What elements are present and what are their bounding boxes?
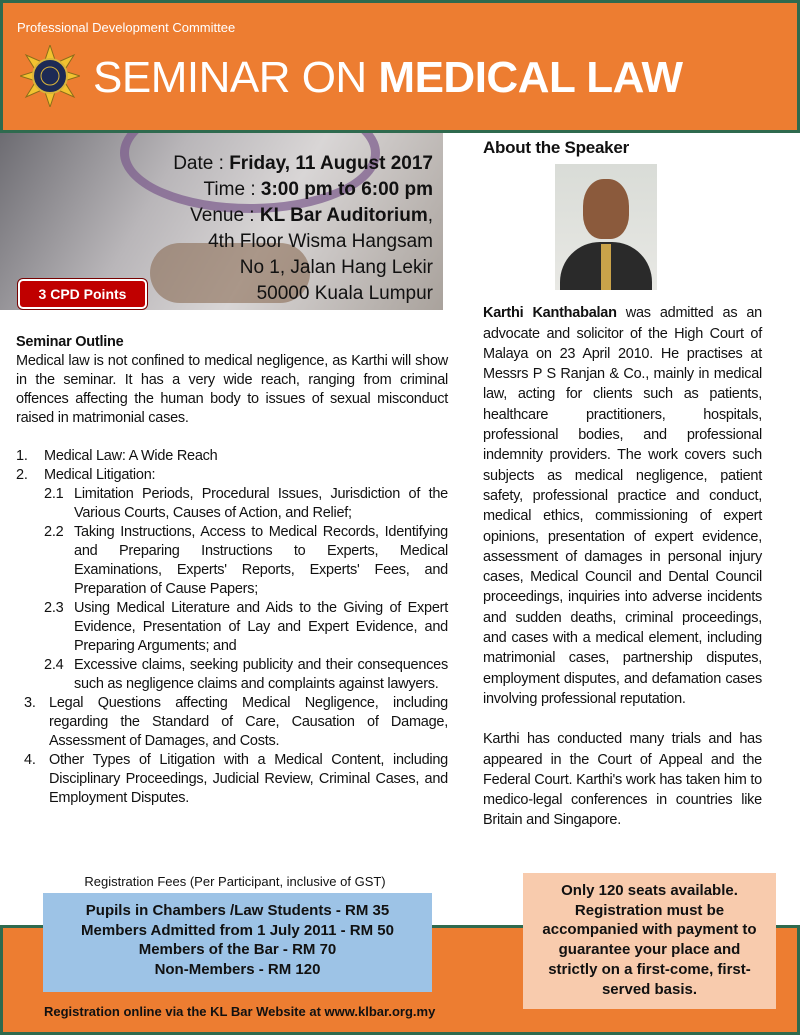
speaker-section <box>483 138 762 831</box>
event-details: Date : Friday, 11 August 2017 Time : 3:00 pm to 6:00 pm Venue : KL Bar Auditorium, 4th Floor Wisma Hangsam No 1, Jalan Hang Lekir 50000 Kuala Lumpur <box>173 153 433 304</box>
outline-heading: Seminar Outline <box>16 334 124 350</box>
list-subitem: 2.1 Limitation Periods, Procedural Issues, Jurisdiction of the Various Courts, Causes of Action, and Relief; <box>44 486 448 521</box>
hero-image <box>0 133 443 310</box>
seats-notice: Only 120 seats available. Registration must be accompanied with payment to guarantee your place and strictly on a first-come, first-served basis. <box>523 873 776 1009</box>
list-subitem: 2.4 Excessive claims, seeking publicity and their consequences such as negligence claims and complaints against lawyers. <box>44 657 448 692</box>
cpd-badge: 3 CPD Points <box>18 279 147 309</box>
list-subitem: 2.2 Taking Instructions, Access to Medical Records, Identifying and Preparing Instructions to Experts, Medical Examinations, Experts' Reports, Experts' Fees, and Preparation of Cause Papers; <box>44 524 448 597</box>
list-item: 2. Medical Litigation: <box>16 467 156 483</box>
header-banner <box>0 0 800 133</box>
fees-box: Pupils in Chambers /Law Students - RM 35 Members Admitted from 1 July 2011 - RM 50 Members of the Bar - RM 70 Non-Members - RM 120 <box>43 893 432 992</box>
speaker-photo <box>555 164 657 290</box>
outline-intro: Medical law is not confined to medical negligence, as Karthi will show in the seminar. It has a very wide reach, ranging from criminal offences affecting the human body to issues of sexual misconduct raised in matrimonial cases. <box>16 353 448 426</box>
list-item: 4. Other Types of Litigation with a Medical Content, including Disciplinary Proceedings, Judicial Review, Criminal Cases, and Employment Disputes. <box>24 752 448 806</box>
list-item: 3. Legal Questions affecting Medical Negligence, including regarding the Standard of Care, Causation of Damage, Assessment of Damages, and Costs. <box>24 695 448 749</box>
speaker-heading: About the Speaker <box>483 138 629 157</box>
speaker-bio: Karthi Kanthabalan was admitted as an advocate and solicitor of the High Court of Malaya on 23 April 2010. He practises at Messrs P S Ranjan & Co., mainly in medical law, acting for clients such as patients, healthcare practitioners, hospitals, professional bodies, and professional indemnity providers. The work covers such subjects as medical negligence, patient safety, professional practice and conduct, medical ethics, commissioning of expert opinions, presentation of expert evidence, assessment of damages in personal injury cases, Medical Council and Dental Council proceedings, inquiries into adverse incidents and sudden deaths, criminal proceedings, and cases with a medical element, including matrimonial cases, partnership disputes, employment disputes, and defamation cases involving professional reputation. <box>483 305 763 707</box>
fees-heading: Registration Fees (Per Participant, inclusive of GST) <box>84 874 386 889</box>
speaker-bio-2: Karthi has conducted many trials and has appeared in the Court of Appeal and the Federal Court. Karthi's work has taken him to medico-legal conferences in countries like Britain and Singapore. <box>483 731 762 829</box>
page-title: SEMINAR ON MEDICAL LAW <box>93 53 683 102</box>
registration-link[interactable]: Registration online via the KL Bar Website at www.klbar.org.my <box>44 1004 436 1019</box>
kl-bar-logo <box>20 45 80 107</box>
list-subitem: 2.3 Using Medical Literature and Aids to the Giving of Expert Evidence, Presentation of Lay and Expert Evidence, and Preparing Arguments; and <box>44 600 448 654</box>
committee-name: Professional Development Committee <box>17 20 236 35</box>
seminar-outline <box>16 333 448 808</box>
list-item: 1. Medical Law: A Wide Reach <box>16 448 218 464</box>
